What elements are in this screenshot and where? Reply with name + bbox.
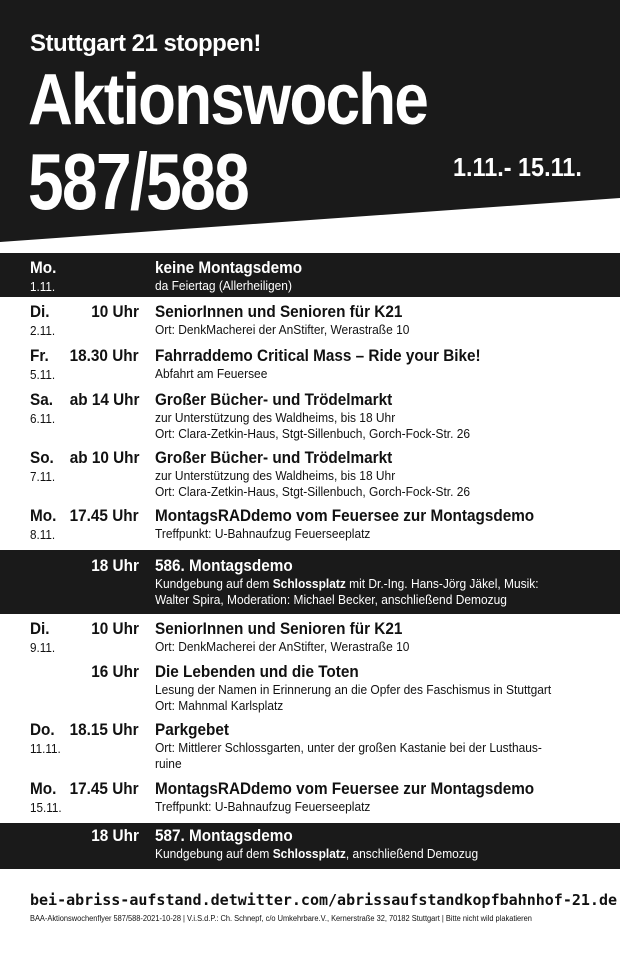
event-row — [0, 658, 620, 716]
event-day: Di. — [30, 302, 50, 321]
event-day: Do. — [30, 720, 55, 739]
event-title: Fahrraddemo Critical Mass – Ride your Bike! — [155, 346, 481, 365]
event-detail — [155, 846, 587, 862]
event-date: 1.11. — [30, 279, 56, 294]
event-detail: Treffpunkt: U-Bahnaufzug Feuerseeplatz — [155, 799, 371, 814]
detail-text: Kundgebung auf dem — [155, 576, 273, 591]
event-day: Mo. — [30, 779, 57, 798]
event-content — [155, 341, 590, 382]
event-time: ab 10 Uhr — [69, 448, 139, 467]
event-detail: Ort: Clara-Zetkin-Haus, Stgt-Sillenbuch, Gorch-Fock-Str. 26 — [155, 484, 471, 499]
event-detail: zur Unterstützung des Waldheims, bis 18 Uhr — [155, 410, 396, 425]
event-day: So. — [30, 448, 54, 467]
event-detail: Treffpunkt: U-Bahnaufzug Feuerseeplatz — [155, 526, 371, 541]
event-date: 2.11. — [30, 323, 56, 338]
event-row — [0, 385, 620, 443]
event-day: Mo. — [30, 258, 57, 277]
highlight-location: Schlossplatz — [272, 576, 346, 591]
event-time: 10 Uhr — [91, 619, 139, 638]
event-time: ab 14 Uhr — [69, 390, 139, 409]
event-time: 18.15 Uhr — [70, 720, 139, 739]
date-range: 1.11.- 15.11. — [453, 152, 582, 182]
event-detail: Ort: DenkMacherei der AnStifter, Werastraße 10 — [155, 639, 410, 654]
event-content — [155, 823, 590, 862]
event-title: SeniorInnen und Senioren für K21 — [155, 302, 403, 321]
event-row — [0, 716, 620, 774]
event-time: 18.30 Uhr — [70, 346, 139, 365]
detail-text: Walter Spira, Moderation: Michael Becker, anschließend Demozug — [155, 592, 507, 607]
tagline: Stuttgart 21 stoppen! — [30, 30, 261, 57]
event-day: Di. — [30, 619, 50, 638]
event-title: 586. Montagsdemo — [155, 556, 293, 575]
detail-text: , anschließend Demozug — [345, 846, 479, 861]
event-time: 17.45 Uhr — [70, 779, 139, 798]
detail-text: mit Dr.-Ing. Hans-Jörg Jäkel, Musik: — [345, 576, 539, 591]
event-content — [155, 443, 590, 500]
event-content — [155, 774, 590, 815]
link-website[interactable]: bei-abriss-aufstand.de — [30, 891, 229, 909]
event-title: Großer Bücher- und Trödelmarkt — [155, 390, 393, 409]
event-date: 15.11. — [30, 800, 62, 815]
event-day: Sa. — [30, 390, 53, 409]
event-row — [0, 297, 620, 341]
event-title: SeniorInnen und Senioren für K21 — [155, 619, 403, 638]
event-detail: da Feiertag (Allerheiligen) — [155, 278, 292, 293]
detail-text: Kundgebung auf dem — [155, 846, 273, 861]
event-time: 18 Uhr — [91, 556, 139, 575]
event-row — [0, 341, 620, 385]
event-content — [155, 501, 590, 542]
event-day: Mo. — [30, 506, 57, 525]
event-detail — [155, 576, 587, 592]
link-twitter[interactable]: twitter.com/abrissaufstand — [228, 891, 464, 909]
event-title: Parkgebet — [155, 720, 229, 739]
event-title: 587. Montagsdemo — [155, 826, 293, 845]
event-title: Die Lebenden und die Toten — [155, 662, 359, 681]
imprint: BAA-Aktionswochenflyer 587/588-2021-10-28 | V.i.S.d.P.: Ch. Schnepf, c/o Umkehrbare.V., Kernerstraße 32, 70182 Stuttgart | Bitte nicht wild plakatieren — [30, 914, 532, 923]
event-time: 10 Uhr — [91, 302, 139, 321]
event-detail: Ort: Mahnmal Karlsplatz — [155, 698, 284, 713]
event-time: 18 Uhr — [91, 826, 139, 845]
event-row — [0, 774, 620, 818]
event-date: 6.11. — [30, 411, 56, 426]
event-schedule — [0, 249, 620, 869]
event-row — [0, 550, 620, 614]
event-detail: ruine — [155, 756, 182, 771]
event-detail: Ort: DenkMacherei der AnStifter, Werastraße 10 — [155, 322, 410, 337]
event-content — [155, 614, 590, 655]
event-content — [155, 297, 590, 338]
footer-links — [30, 891, 618, 909]
event-row — [0, 443, 620, 501]
header-banner — [0, 0, 620, 245]
event-date: 7.11. — [30, 469, 56, 484]
event-date: 5.11. — [30, 367, 56, 382]
event-detail: Lesung der Namen in Erinnerung an die Opfer des Faschismus in Stuttgart — [155, 682, 552, 697]
event-detail: Abfahrt am Feuersee — [155, 366, 268, 381]
highlight-location: Schlossplatz — [272, 846, 346, 861]
event-date: 11.11. — [30, 741, 61, 756]
week-number: 587/588 — [28, 137, 249, 226]
link-kopfbahnhof[interactable]: kopfbahnhof-21.de — [463, 891, 618, 909]
page-title: Aktionswoche — [28, 60, 428, 140]
event-title: Großer Bücher- und Trödelmarkt — [155, 448, 393, 467]
event-date: 8.11. — [30, 527, 56, 542]
event-time: 17.45 Uhr — [70, 506, 139, 525]
event-detail — [155, 592, 587, 608]
event-row — [0, 614, 620, 658]
event-content — [155, 658, 590, 714]
event-title: keine Montagsdemo — [155, 258, 303, 277]
event-detail: Ort: Mittlerer Schlossgarten, unter der großen Kastanie bei der Lusthaus- — [155, 740, 542, 755]
event-title: MontagsRADdemo vom Feuersee zur Montagsdemo — [155, 506, 535, 525]
event-time: 16 Uhr — [91, 662, 139, 681]
event-date: 9.11. — [30, 640, 56, 655]
event-content — [155, 385, 590, 442]
event-day: Fr. — [30, 346, 49, 365]
event-title: MontagsRADdemo vom Feuersee zur Montagsdemo — [155, 779, 535, 798]
event-detail: Ort: Clara-Zetkin-Haus, Stgt-Sillenbuch, Gorch-Fock-Str. 26 — [155, 426, 471, 441]
event-content — [155, 253, 590, 294]
event-detail: zur Unterstützung des Waldheims, bis 18 Uhr — [155, 468, 396, 483]
event-content — [155, 550, 590, 608]
event-row — [0, 501, 620, 545]
event-row — [0, 823, 620, 869]
event-row — [0, 253, 620, 297]
event-content — [155, 716, 590, 772]
